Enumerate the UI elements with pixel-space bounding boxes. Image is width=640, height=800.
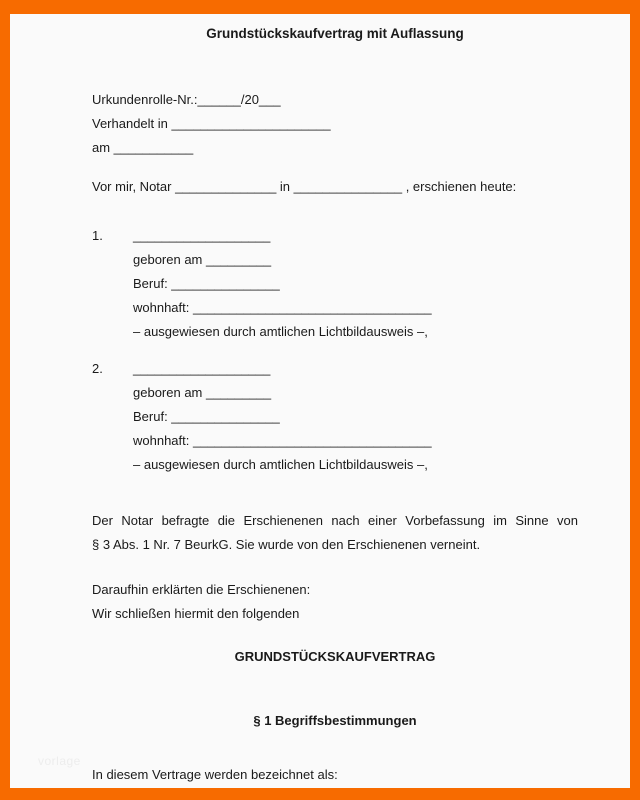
deed-roll-number-line: Urkundenrolle-Nr.:______/20___ [92, 92, 281, 107]
document-content [10, 14, 630, 788]
prior-involvement-line-1: Der Notar befragte die Erschienenen nach einer Vorbefassung im Sinne von [92, 513, 578, 528]
declaration-line-2: Wir schließen hiermit den folgenden [92, 606, 300, 621]
prior-involvement-paragraph [92, 509, 578, 557]
person-name-blank-line: ___________________ [133, 361, 271, 376]
person-entry-2 [92, 357, 578, 477]
declaration-line-1: Daraufhin erklärten die Erschienenen: [92, 582, 311, 597]
person-id-verification-line: – ausgewiesen durch amtlichen Lichtbildausweis –, [133, 324, 428, 339]
prior-involvement-line-2: § 3 Abs. 1 Nr. 7 BeurkG. Sie wurde von den Erschienenen verneint. [92, 537, 481, 552]
deed-header-block [92, 88, 578, 160]
document-title: Grundstückskaufvertrag mit Auflassung [206, 26, 464, 41]
person-id-verification-line: – ausgewiesen durch amtlichen Lichtbildausweis –, [133, 457, 428, 472]
definitions-intro-line: In diesem Vertrage werden bezeichnet als: [92, 767, 338, 782]
declaration-block [92, 578, 578, 626]
person-number: 1. [92, 228, 103, 243]
notary-intro-line: Vor mir, Notar ______________ in _______________ , erschienen heute: [92, 179, 517, 194]
person-number: 2. [92, 361, 103, 376]
person-entry-1 [92, 224, 578, 344]
person-name-blank-line: ___________________ [133, 228, 271, 243]
person-residence-line: wohnhaft: _________________________________ [133, 433, 432, 448]
section-1-heading: § 1 Begriffsbestimmungen [253, 713, 417, 728]
person-residence-line: wohnhaft: _________________________________ [133, 300, 432, 315]
person-birthdate-line: geboren am _________ [133, 252, 272, 267]
negotiated-in-line: Verhandelt in ______________________ [92, 116, 331, 131]
person-birthdate-line: geboren am _________ [133, 385, 272, 400]
watermark-text: vorlage [38, 754, 81, 768]
person-profession-line: Beruf: _______________ [133, 276, 280, 291]
contract-heading: GRUNDSTÜCKSKAUFVERTRAG [234, 649, 436, 664]
person-profession-line: Beruf: _______________ [133, 409, 280, 424]
date-line: am ___________ [92, 140, 194, 155]
